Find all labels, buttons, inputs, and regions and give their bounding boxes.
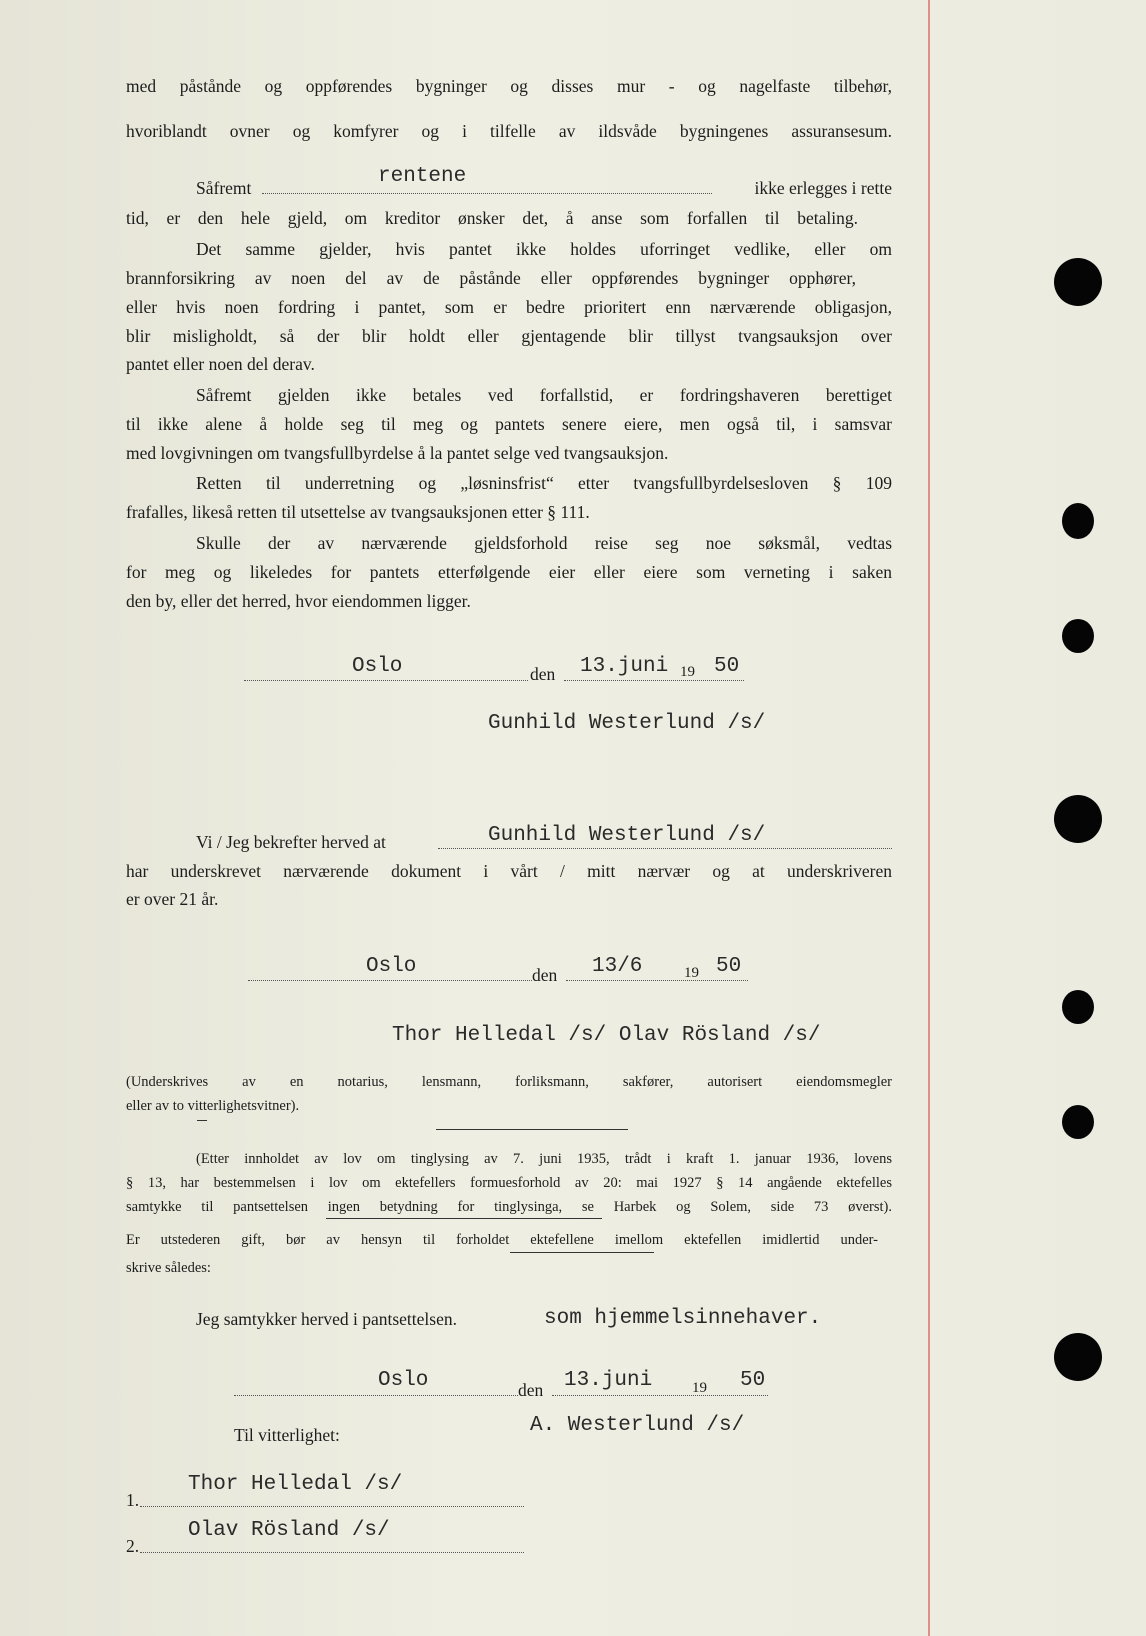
pen-underline [510, 1252, 654, 1253]
handwritten-fill: rentene [378, 165, 467, 188]
note-line: Er utstederen gift, bør av hensyn til forholdet ektefellene imellom ektefellen imidlertid under- [126, 1232, 878, 1248]
witness-number: 2. [126, 1536, 140, 1556]
body-text: ikke erlegges i rette [754, 178, 892, 198]
sig2-signers: Thor Helledal /s/ Olav Rösland /s/ [392, 1024, 821, 1047]
sig1-signer: Gunhild Westerlund /s/ [488, 712, 766, 735]
place-line [244, 680, 528, 681]
sig3-date: 13.juni [564, 1369, 653, 1392]
witness-line [140, 1552, 524, 1553]
den-label: den [532, 965, 558, 985]
sig3-year: 50 [740, 1369, 766, 1392]
sig1-date: 13.juni [580, 655, 669, 678]
body-line: den by, eller det herred, hvor eiendommen ligger. [126, 591, 471, 611]
pen-mark [197, 1120, 207, 1121]
witness-number: 1. [126, 1490, 140, 1510]
punch-hole [1054, 795, 1102, 843]
sig1-place: Oslo [352, 655, 403, 678]
place-line [248, 980, 532, 981]
punch-hole [1062, 1105, 1094, 1139]
confirm-name: Gunhild Westerlund /s/ [488, 824, 766, 847]
note-line: (Underskrives av en notarius, lensmann, forliksmann, sakfører, autorisert eiendomsmegler [126, 1074, 892, 1090]
body-text: Såfremt [196, 178, 252, 198]
confirm-lead: Vi / Jeg bekrefter herved at [196, 832, 386, 852]
confirm-line [438, 848, 892, 849]
date-line [552, 1395, 768, 1396]
separator-rule [436, 1129, 628, 1130]
witness-1-name: Thor Helledal /s/ [188, 1473, 403, 1496]
sig1-year: 50 [714, 655, 740, 678]
sig2-year: 50 [716, 955, 742, 978]
punch-hole [1062, 503, 1094, 539]
sig3-signer: A. Westerlund /s/ [530, 1414, 745, 1437]
year-prefix: 19 [680, 664, 695, 680]
body-line: med påstånde og oppførendes bygninger og disses mur - og nagelfaste tilbehør, [126, 76, 892, 96]
punch-hole [1062, 619, 1094, 653]
punch-hole [1062, 990, 1094, 1024]
den-label: den [518, 1380, 544, 1400]
body-line: hvoriblandt ovner og komfyrer og i tilfelle av ildsvåde bygningenes assuransesum. [126, 121, 892, 141]
body-line: eller hvis noen fordring i pantet, som er bedre prioritert enn nærværende obligasjon, [126, 297, 892, 317]
punch-hole [1054, 1333, 1102, 1381]
body-line: brannforsikring av noen del av de påstånde eller oppførendes bygninger opphører, [126, 268, 856, 288]
punch-hole [1054, 258, 1102, 306]
body-line: pantet eller noen del derav. [126, 354, 315, 374]
note-line: eller av to vitterlighetsvitner). [126, 1098, 300, 1114]
note-line: § 13, har bestemmelsen i lov om ektefellers formuesforhold av 20: mai 1927 § 14 angående ektefelles [126, 1175, 892, 1191]
consent-text: Jeg samtykker herved i pantsettelsen. [196, 1309, 457, 1329]
year-prefix: 19 [692, 1380, 707, 1396]
date-line [566, 980, 748, 981]
body-line: er over 21 år. [126, 889, 219, 909]
consent-capacity: som hjemmelsinnehaver. [544, 1307, 822, 1330]
witness-label: Til vitterlighet: [234, 1425, 340, 1445]
body-line: Såfremt gjelden ikke betales ved forfallstid, er fordringshaveren berettiget [196, 385, 892, 405]
body-line: Det samme gjelder, hvis pantet ikke holdes uforringet vedlike, eller om [196, 239, 892, 259]
body-line: for meg og likeledes for pantets etterfølgende eier eller eiere som verneting i saken [126, 562, 892, 582]
den-label: den [530, 664, 556, 684]
place-line [234, 1395, 518, 1396]
body-line: til ikke alene å holde seg til meg og pantets senere eiere, men også til, i samsvar [126, 414, 892, 434]
body-line: Retten til underretning og „løsninsfrist“ etter tvangsfullbyrdelsesloven § 109 [196, 473, 892, 493]
body-line: tid, er den hele gjeld, om kreditor ønsker det, å anse som forfallen til betaling. [126, 208, 858, 228]
sig3-place: Oslo [378, 1369, 429, 1392]
date-line [564, 680, 744, 681]
year-prefix: 19 [684, 965, 699, 981]
sig2-place: Oslo [366, 955, 417, 978]
note-line: (Etter innholdet av lov om tinglysing av 7. juni 1935, trådt i kraft 1. januar 1936, lovens [196, 1151, 892, 1167]
fill-line [262, 193, 712, 194]
witness-2-name: Olav Rösland /s/ [188, 1519, 390, 1542]
note-line: samtykke til pantsettelsen ingen betydning for tinglysinga, se Harbek og Solem, side 73 øverst). [126, 1199, 892, 1215]
sig2-date: 13/6 [592, 955, 643, 978]
body-line: med lovgivningen om tvangsfullbyrdelse å la pantet selge ved tvangsauksjon. [126, 443, 669, 463]
body-line: har underskrevet nærværende dokument i vårt / mitt nærvær og at underskriveren [126, 861, 892, 881]
body-line: blir misligholdt, så der blir holdt eller gjentagende blir tillyst tvangsauksjon over [126, 326, 892, 346]
pen-underline [326, 1218, 602, 1219]
body-line: frafalles, likeså retten til utsettelse av tvangsauksjonen etter § 111. [126, 502, 590, 522]
note-line: skrive således: [126, 1260, 211, 1276]
red-margin-line [928, 0, 930, 1636]
body-line: Skulle der av nærværende gjeldsforhold reise seg noe søksmål, vedtas [196, 533, 892, 553]
witness-line [140, 1506, 524, 1507]
